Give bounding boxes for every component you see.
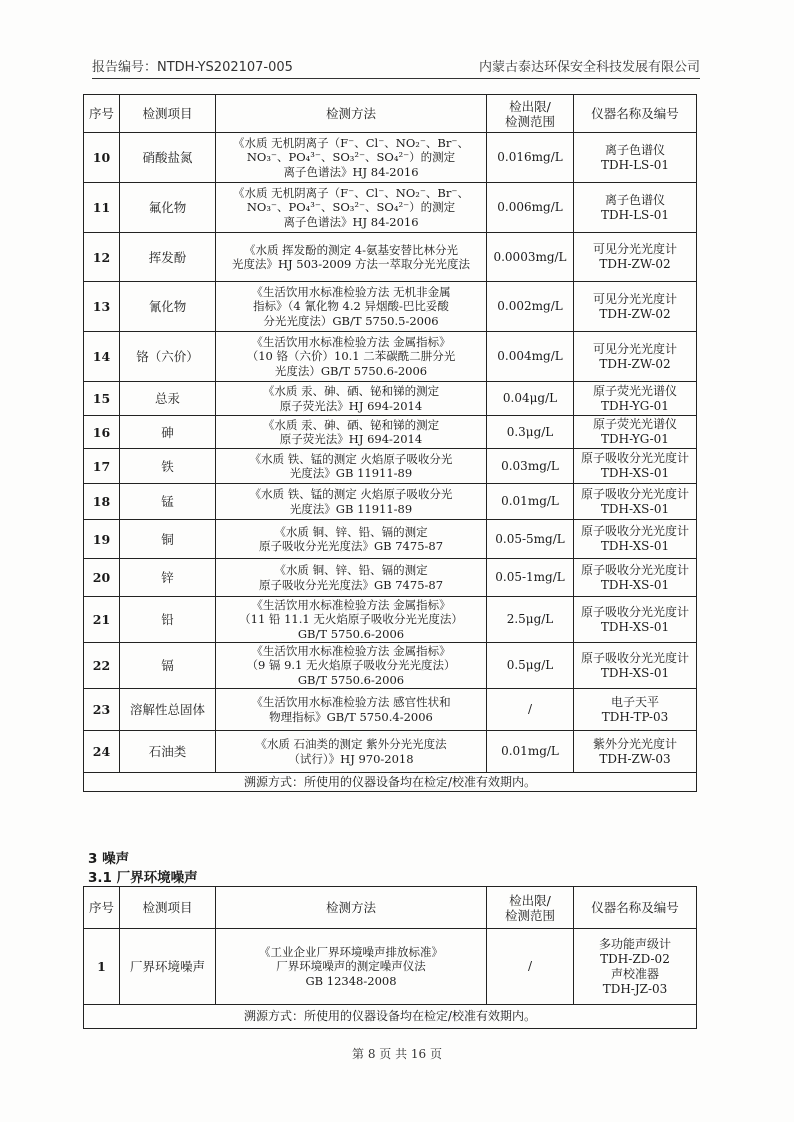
- method-line: 《水质 石油类的测定 紫外分光光度法: [255, 737, 447, 751]
- header-no: 序号: [84, 887, 120, 929]
- table-row: [84, 689, 697, 731]
- table-row: [84, 520, 697, 559]
- instrument: [574, 597, 697, 643]
- instrument-line: TDH-ZW-03: [599, 751, 671, 766]
- instrument-line: TDH-JZ-03: [602, 981, 668, 996]
- detection-limit: /: [487, 929, 574, 1005]
- method-line: 《工业企业厂界环境噪声排放标准》: [259, 944, 443, 959]
- table-row: [84, 382, 697, 416]
- test-method: [216, 520, 487, 559]
- row-number: 14: [84, 332, 120, 382]
- detection-limit: 0.03mg/L: [487, 449, 574, 484]
- method-line: 指标》（4 氰化物 4.2 异烟酸-巴比妥酸: [253, 299, 449, 314]
- test-method: [216, 643, 487, 689]
- detection-limit: 0.05-5mg/L: [487, 520, 574, 559]
- row-number: 11: [84, 183, 120, 233]
- instrument: [574, 929, 697, 1005]
- table-header-row: [84, 95, 697, 133]
- test-item: 锰: [120, 484, 216, 520]
- header-limit-line2: 检测范围: [504, 907, 555, 923]
- method-line: 物理指标》GB/T 5750.4-2006: [269, 709, 433, 724]
- method-line: 《水质 汞、砷、硒、铋和锑的测定: [262, 417, 440, 432]
- method-line: 原子荧光法》HJ 694-2014: [279, 398, 423, 413]
- detection-limit: 0.04μg/L: [487, 382, 574, 416]
- page-header: [92, 56, 700, 79]
- test-method: [216, 183, 487, 233]
- row-number: 16: [84, 416, 120, 449]
- instrument-line: TDH-XS-01: [600, 539, 670, 553]
- method-line: 《生活饮用水标准检验方法 金属指标》: [251, 597, 451, 612]
- instrument-line: TDH-ZW-02: [599, 306, 671, 321]
- instrument: [574, 416, 697, 449]
- header-method: 检测方法: [216, 887, 487, 929]
- instrument-line: 原子吸收分光光度计: [580, 524, 689, 538]
- header-no: 序号: [84, 95, 120, 133]
- method-line: （试行）》HJ 970-2018: [288, 751, 414, 766]
- test-item: 铅: [120, 597, 216, 643]
- instrument-line: TDH-XS-01: [600, 665, 670, 680]
- test-item: 挥发酚: [120, 233, 216, 282]
- table-row: [84, 282, 697, 332]
- section-heading-boundary-noise: 3.1 厂界环境噪声: [88, 870, 198, 886]
- method-line: 《水质 铜、锌、铅、镉的测定: [274, 524, 428, 539]
- header-limit-line1: 检出限/: [509, 98, 551, 114]
- method-table-noise: [83, 886, 697, 1029]
- traceability-note: 溯源方式：所使用的仪器设备均在检定/校准有效期内。: [84, 1005, 697, 1029]
- method-line: 原子吸收分光光度法》GB 7475-87: [258, 539, 444, 553]
- header-instrument: 仪器名称及编号: [574, 887, 697, 929]
- table-row: [84, 332, 697, 382]
- traceability-row: [84, 773, 697, 792]
- row-number: 19: [84, 520, 120, 559]
- header-limit-line1: 检出限/: [509, 892, 551, 908]
- detection-limit: 0.004mg/L: [487, 332, 574, 382]
- test-method: [216, 484, 487, 520]
- instrument-line: 原子荧光光谱仪: [592, 383, 677, 398]
- method-line: 《生活饮用水标准检验方法 无机非金属: [251, 284, 451, 299]
- method-line: 光度法》HJ 503-2009 方法一萃取分光光度法: [231, 257, 471, 271]
- instrument-line: TDH-XS-01: [600, 577, 670, 592]
- row-number: 12: [84, 233, 120, 282]
- instrument-line: TDH-LS-01: [600, 157, 670, 172]
- instrument-line: TDH-TP-03: [601, 709, 669, 724]
- detection-limit: 0.002mg/L: [487, 282, 574, 332]
- instrument: [574, 689, 697, 731]
- instrument-line: 离子色谱仪: [604, 142, 665, 157]
- table-row: [84, 416, 697, 449]
- instrument: [574, 449, 697, 484]
- instrument-line: TDH-XS-01: [600, 501, 670, 516]
- row-number: 10: [84, 133, 120, 183]
- detection-limit: 0.3μg/L: [487, 416, 574, 449]
- instrument-line: TDH-LS-01: [600, 207, 670, 222]
- row-number: 13: [84, 282, 120, 332]
- method-line: （10 铬（六价）10.1 二苯碳酰二肼分光: [246, 349, 456, 364]
- method-line: 光度法》GB 11911-89: [289, 501, 413, 516]
- test-item: 镉: [120, 643, 216, 689]
- method-line: 《生活饮用水标准检验方法 金属指标》: [251, 334, 451, 349]
- detection-limit: 0.05-1mg/L: [487, 559, 574, 597]
- table-row: [84, 929, 697, 1005]
- test-method: [216, 416, 487, 449]
- instrument-line: 原子吸收分光光度计: [580, 604, 689, 619]
- instrument-line: 原子吸收分光光度计: [580, 451, 689, 465]
- section-heading-noise: 3 噪声: [88, 851, 130, 867]
- test-item: 氟化物: [120, 183, 216, 233]
- detection-limit: 2.5μg/L: [487, 597, 574, 643]
- row-number: 1: [84, 929, 120, 1005]
- table-header-row: [84, 887, 697, 929]
- instrument: [574, 382, 697, 416]
- instrument-line: TDH-ZD-02: [600, 951, 670, 966]
- instrument: [574, 520, 697, 559]
- table-row: [84, 559, 697, 597]
- row-number: 18: [84, 484, 120, 520]
- instrument-line: 电子天平: [610, 694, 659, 709]
- test-item: 溶解性总固体: [120, 689, 216, 731]
- method-line: 《水质 铁、锰的测定 火焰原子吸收分光: [249, 451, 453, 466]
- method-line: 光度法》GB 11911-89: [289, 466, 413, 480]
- instrument-line: 多功能声级计: [598, 936, 671, 951]
- traceability-row: [84, 1005, 697, 1029]
- instrument-line: TDH-ZW-02: [599, 356, 671, 371]
- table-row: [84, 233, 697, 282]
- method-line: 厂界环境噪声的测定噪声仪法: [276, 959, 426, 974]
- test-item: 硝酸盐氮: [120, 133, 216, 183]
- instrument-line: 原子荧光光谱仪: [592, 417, 677, 431]
- method-line: GB/T 5750.6-2006: [297, 672, 405, 687]
- method-line: NO₃⁻、PO₄³⁻、SO₃²⁻、SO₄²⁻）的测定: [246, 150, 456, 165]
- header-item: 检测项目: [120, 887, 216, 929]
- detection-limit: 0.006mg/L: [487, 183, 574, 233]
- instrument-line: 离子色谱仪: [604, 192, 665, 207]
- header-instrument: 仪器名称及编号: [574, 95, 697, 133]
- method-line: 原子荧光法》HJ 694-2014: [279, 432, 423, 446]
- instrument-line: 可见分光光度计: [592, 291, 677, 306]
- detection-limit: 0.01mg/L: [487, 731, 574, 773]
- row-number: 22: [84, 643, 120, 689]
- traceability-note: 溯源方式：所使用的仪器设备均在检定/校准有效期内。: [84, 773, 697, 792]
- report-number: 报告编号：NTDH-YS202107-005: [92, 60, 293, 75]
- test-method: [216, 282, 487, 332]
- method-table-water: [83, 94, 697, 792]
- instrument-line: 紫外分光光度计: [592, 736, 677, 751]
- row-number: 21: [84, 597, 120, 643]
- test-item: 总汞: [120, 382, 216, 416]
- method-line: GB 12348-2008: [305, 973, 397, 988]
- header-limit-line2: 检测范围: [504, 113, 555, 129]
- instrument: [574, 559, 697, 597]
- instrument-line: TDH-XS-01: [600, 466, 670, 480]
- table-row: [84, 133, 697, 183]
- test-item: 铜: [120, 520, 216, 559]
- test-method: [216, 233, 487, 282]
- header-limit: [487, 95, 574, 133]
- test-method: [216, 689, 487, 731]
- test-item: 铁: [120, 449, 216, 484]
- method-line: （9 镉 9.1 无火焰原子吸收分光光度法）: [246, 658, 456, 673]
- company-name: 内蒙古泰达环保安全科技发展有限公司: [478, 60, 700, 75]
- method-line: 离子色谱法》HJ 84-2016: [283, 164, 419, 179]
- method-line: GB/T 5750.6-2006: [297, 626, 405, 641]
- test-item: 厂界环境噪声: [120, 929, 216, 1005]
- row-number: 24: [84, 731, 120, 773]
- test-item: 砷: [120, 416, 216, 449]
- method-line: 《水质 汞、砷、硒、铋和锑的测定: [262, 384, 440, 398]
- method-line: （11 铅 11.1 无火焰原子吸收分光光度法）: [239, 612, 463, 627]
- method-line: 《水质 铁、锰的测定 火焰原子吸收分光: [249, 487, 453, 501]
- instrument: [574, 282, 697, 332]
- page-number: 第 8 页 共 16 页: [352, 1047, 442, 1061]
- detection-limit: 0.01mg/L: [487, 484, 574, 520]
- test-method: [216, 597, 487, 643]
- instrument: [574, 484, 697, 520]
- method-line: 光度法）GB/T 5750.6-2006: [274, 363, 428, 378]
- instrument: [574, 233, 697, 282]
- row-number: 23: [84, 689, 120, 731]
- test-method: [216, 133, 487, 183]
- method-line: 《生活饮用水标准检验方法 金属指标》: [251, 643, 451, 658]
- test-method: [216, 559, 487, 597]
- header-item: 检测项目: [120, 95, 216, 133]
- instrument-line: TDH-YG-01: [601, 398, 669, 413]
- method-line: 原子吸收分光光度法》GB 7475-87: [258, 577, 444, 592]
- row-number: 17: [84, 449, 120, 484]
- test-item: 锌: [120, 559, 216, 597]
- table-row: [84, 731, 697, 773]
- method-line: 《生活饮用水标准检验方法 感官性状和: [251, 695, 451, 709]
- table-row: [84, 183, 697, 233]
- instrument-line: 可见分光光度计: [592, 242, 677, 256]
- instrument: [574, 183, 697, 233]
- method-line: 《水质 铜、锌、铅、镉的测定: [274, 563, 428, 577]
- method-line: 离子色谱法》HJ 84-2016: [283, 214, 419, 229]
- detection-limit: 0.016mg/L: [487, 133, 574, 183]
- instrument: [574, 332, 697, 382]
- method-line: 《水质 挥发酚的测定 4-氨基安替比林分光: [243, 242, 458, 257]
- row-number: 15: [84, 382, 120, 416]
- instrument-line: TDH-XS-01: [600, 619, 670, 634]
- table-row: [84, 449, 697, 484]
- header-limit: [487, 887, 574, 929]
- test-item: 氰化物: [120, 282, 216, 332]
- instrument: [574, 731, 697, 773]
- detection-limit: /: [487, 689, 574, 731]
- instrument-line: 原子吸收分光光度计: [580, 562, 689, 577]
- row-number: 20: [84, 559, 120, 597]
- table-row: [84, 597, 697, 643]
- method-line: 《水质 无机阴离子（F⁻、Cl⁻、NO₂⁻、Br⁻、: [233, 135, 469, 150]
- instrument-line: 可见分光光度计: [592, 341, 677, 356]
- header-method: 检测方法: [216, 95, 487, 133]
- instrument-line: 原子吸收分光光度计: [580, 650, 689, 665]
- test-method: [216, 929, 487, 1005]
- method-line: 分光光度法）GB/T 5750.5-2006: [263, 313, 439, 328]
- table-row: [84, 484, 697, 520]
- test-method: [216, 449, 487, 484]
- instrument-line: 声校准器: [610, 966, 659, 981]
- test-method: [216, 382, 487, 416]
- instrument-line: TDH-ZW-02: [599, 257, 671, 271]
- test-item: 铬（六价）: [120, 332, 216, 382]
- instrument-line: 原子吸收分光光度计: [580, 486, 689, 501]
- table-row: [84, 643, 697, 689]
- test-method: [216, 332, 487, 382]
- instrument-line: TDH-YG-01: [601, 432, 669, 446]
- detection-limit: 0.0003mg/L: [487, 233, 574, 282]
- detection-limit: 0.5μg/L: [487, 643, 574, 689]
- instrument: [574, 643, 697, 689]
- method-line: 《水质 无机阴离子（F⁻、Cl⁻、NO₂⁻、Br⁻、: [233, 185, 469, 200]
- test-method: [216, 731, 487, 773]
- instrument: [574, 133, 697, 183]
- test-item: 石油类: [120, 731, 216, 773]
- method-line: NO₃⁻、PO₄³⁻、SO₃²⁻、SO₄²⁻）的测定: [246, 200, 456, 215]
